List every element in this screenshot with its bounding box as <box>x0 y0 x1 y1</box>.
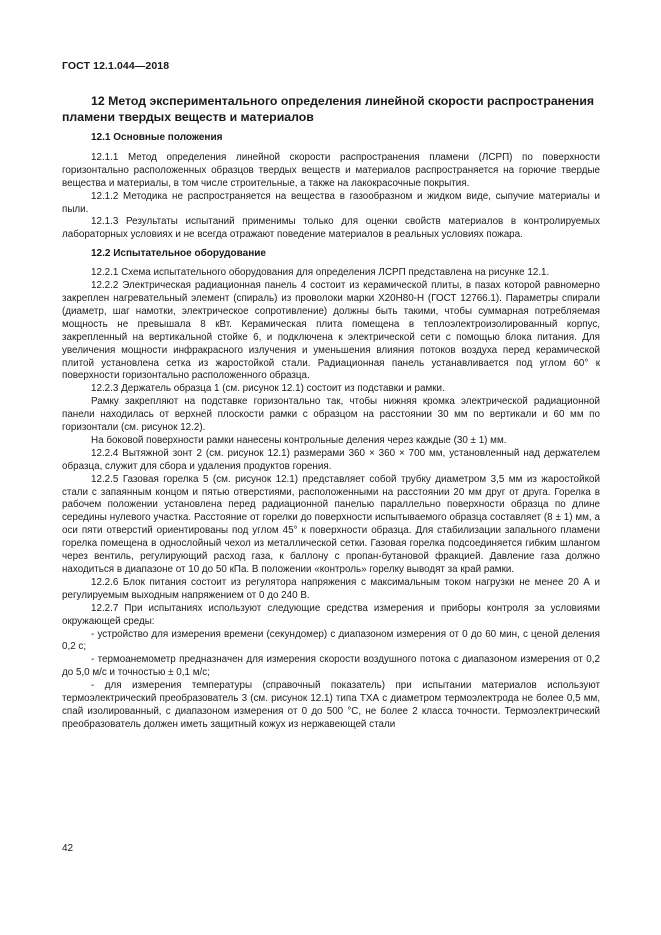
page-number: 42 <box>62 843 74 854</box>
list-item: - термоанемометр предназначен для измерения скорости воздушного потока с диапазоном измерения от 0,2 до 5,0 м/с и точностью ± 0,1 м/с; <box>62 654 600 679</box>
list-item: - для измерения температуры (справочный показатель) при испытании материалов используют термоэлектрический преобразователь 3 (см. рисунок 12.1) типа ТХА с диаметром термоэлектрода не более 0,5 мм, спай изолированный, с диапазоном измерения от 0 до 500 °С, не более 2 класса точности. Термоэлектрический преобразователь должен иметь защитный кожух из нержавеющей стали <box>62 680 600 730</box>
paragraph: 12.2.6 Блок питания состоит из регулятора напряжения с максимальным током нагрузки не менее 20 А и регулируемым выходным напряжением от 0 до 240 В. <box>62 576 600 601</box>
subsection-heading: 12.1 Основные положения <box>91 132 223 143</box>
paragraph: 12.1.3 Результаты испытаний применимы только для оценки свойств материалов в контролируемых лабораторных условиях и не всегда отражают поведение материалов в реальных условиях пожара. <box>62 216 600 241</box>
subsection-heading: 12.2 Испытательное оборудование <box>91 248 266 260</box>
paragraph: 12.2.1 Схема испытательного оборудования для определения ЛСРП представлена на рисунке 12.1. <box>91 267 550 279</box>
paragraph: На боковой поверхности рамки нанесены контрольные деления через каждые (30 ± 1) мм. <box>91 434 507 446</box>
paragraph: Рамку закрепляют на подставке горизонтально так, чтобы нижняя кромка электрической радиационной панели находилась от верхней плоскости рамки с образцом на расстоянии 30 мм по вертикали и 60 мм по горизонтали (см. рисунок 12.2). <box>62 396 600 434</box>
list-item: - устройство для измерения времени (секундомер) с диапазоном измерения от 0 до 60 мин, с ценой деления 0,2 с; <box>62 628 600 653</box>
paragraph: 12.2.5 Газовая горелка 5 (см. рисунок 12.1) представляет собой трубку диаметром 3,5 мм из жаростойкой стали с запаянным концом и пятью отверстиями, расположенными на расстоянии 20 мм друг от друга. Горелка в рабочем положении установлена перед радиационной панелью параллельно поверхности образца по длине середины нулевого участка. Расстояние от горелки до поверхности испытываемого образца составляет (8 ± 1) мм, а оси пяти отверстий ориентированы под углом 45° к поверхности образца. Для стабилизации запального пламени горелка помещена в однослойный чехол из металлической сетки. Газовая горелка подсоединяется гибким шлангом через вентиль, регулирующий расход газа, к баллону с пропан-бутановой фракцией. Давление газа должно находиться в диапазоне от 10 до 50 кПа. В положении «контроль» горелку выводят за край рамки. <box>62 473 600 575</box>
document-body <box>62 132 600 732</box>
paragraph: 12.2.4 Вытяжной зонт 2 (см. рисунок 12.1) размерами 360 × 360 × 700 мм, установленный над держателем образца, служит для сбора и удаления продуктов горения. <box>62 447 600 472</box>
paragraph: 12.2.2 Электрическая радиационная панель 4 состоит из керамической плиты, в пазах которой равномерно закреплен нагревательный элемент (спираль) из проволоки марки Х20Н80-Н (ГОСТ 12766.1). Параметры спирали (диаметр, шаг намотки, электрическое сопротивление) должны быть такими, чтобы суммарная потребляемая мощность не превышала 8 кВт. Керамическая плита помещена в теплоэлектроизолированный корпус, закрепленный на вертикальной стойке 6, и подключена к электрической сети с помощью блока питания. Для увеличения мощности инфракрасного излучения и уменьшения влияния потоков воздуха перед керамической плитой установлена сетка из жаростойкой стали. Радиационная панель устанавливается под углом 60° к поверхности горизонтально расположенного образца. <box>62 280 600 382</box>
section-title: 12 Метод экспериментального определения линейной скорости распространения пламени твердых веществ и материалов <box>62 94 595 124</box>
paragraph: 12.1.2 Методика не распространяется на вещества в газообразном и жидком виде, сыпучие материалы и пыли. <box>62 190 600 215</box>
paragraph: 12.2.3 Держатель образца 1 (см. рисунок 12.1) состоит из подставки и рамки. <box>91 383 445 395</box>
paragraph: 12.1.1 Метод определения линейной скорости распространения пламени (ЛСРП) по поверхности горизонтально расположенных образцов твердых веществ и материалов распространяется на горючие твердые вещества и материалы, в том числе строительные, а также на лакокрасочные покрытия. <box>62 151 600 189</box>
document-header: ГОСТ 12.1.044—2018 <box>62 60 170 72</box>
paragraph: 12.2.7 При испытаниях используют следующие средства измерения и приборы контроля за условиями окружающей среды: <box>62 602 600 627</box>
